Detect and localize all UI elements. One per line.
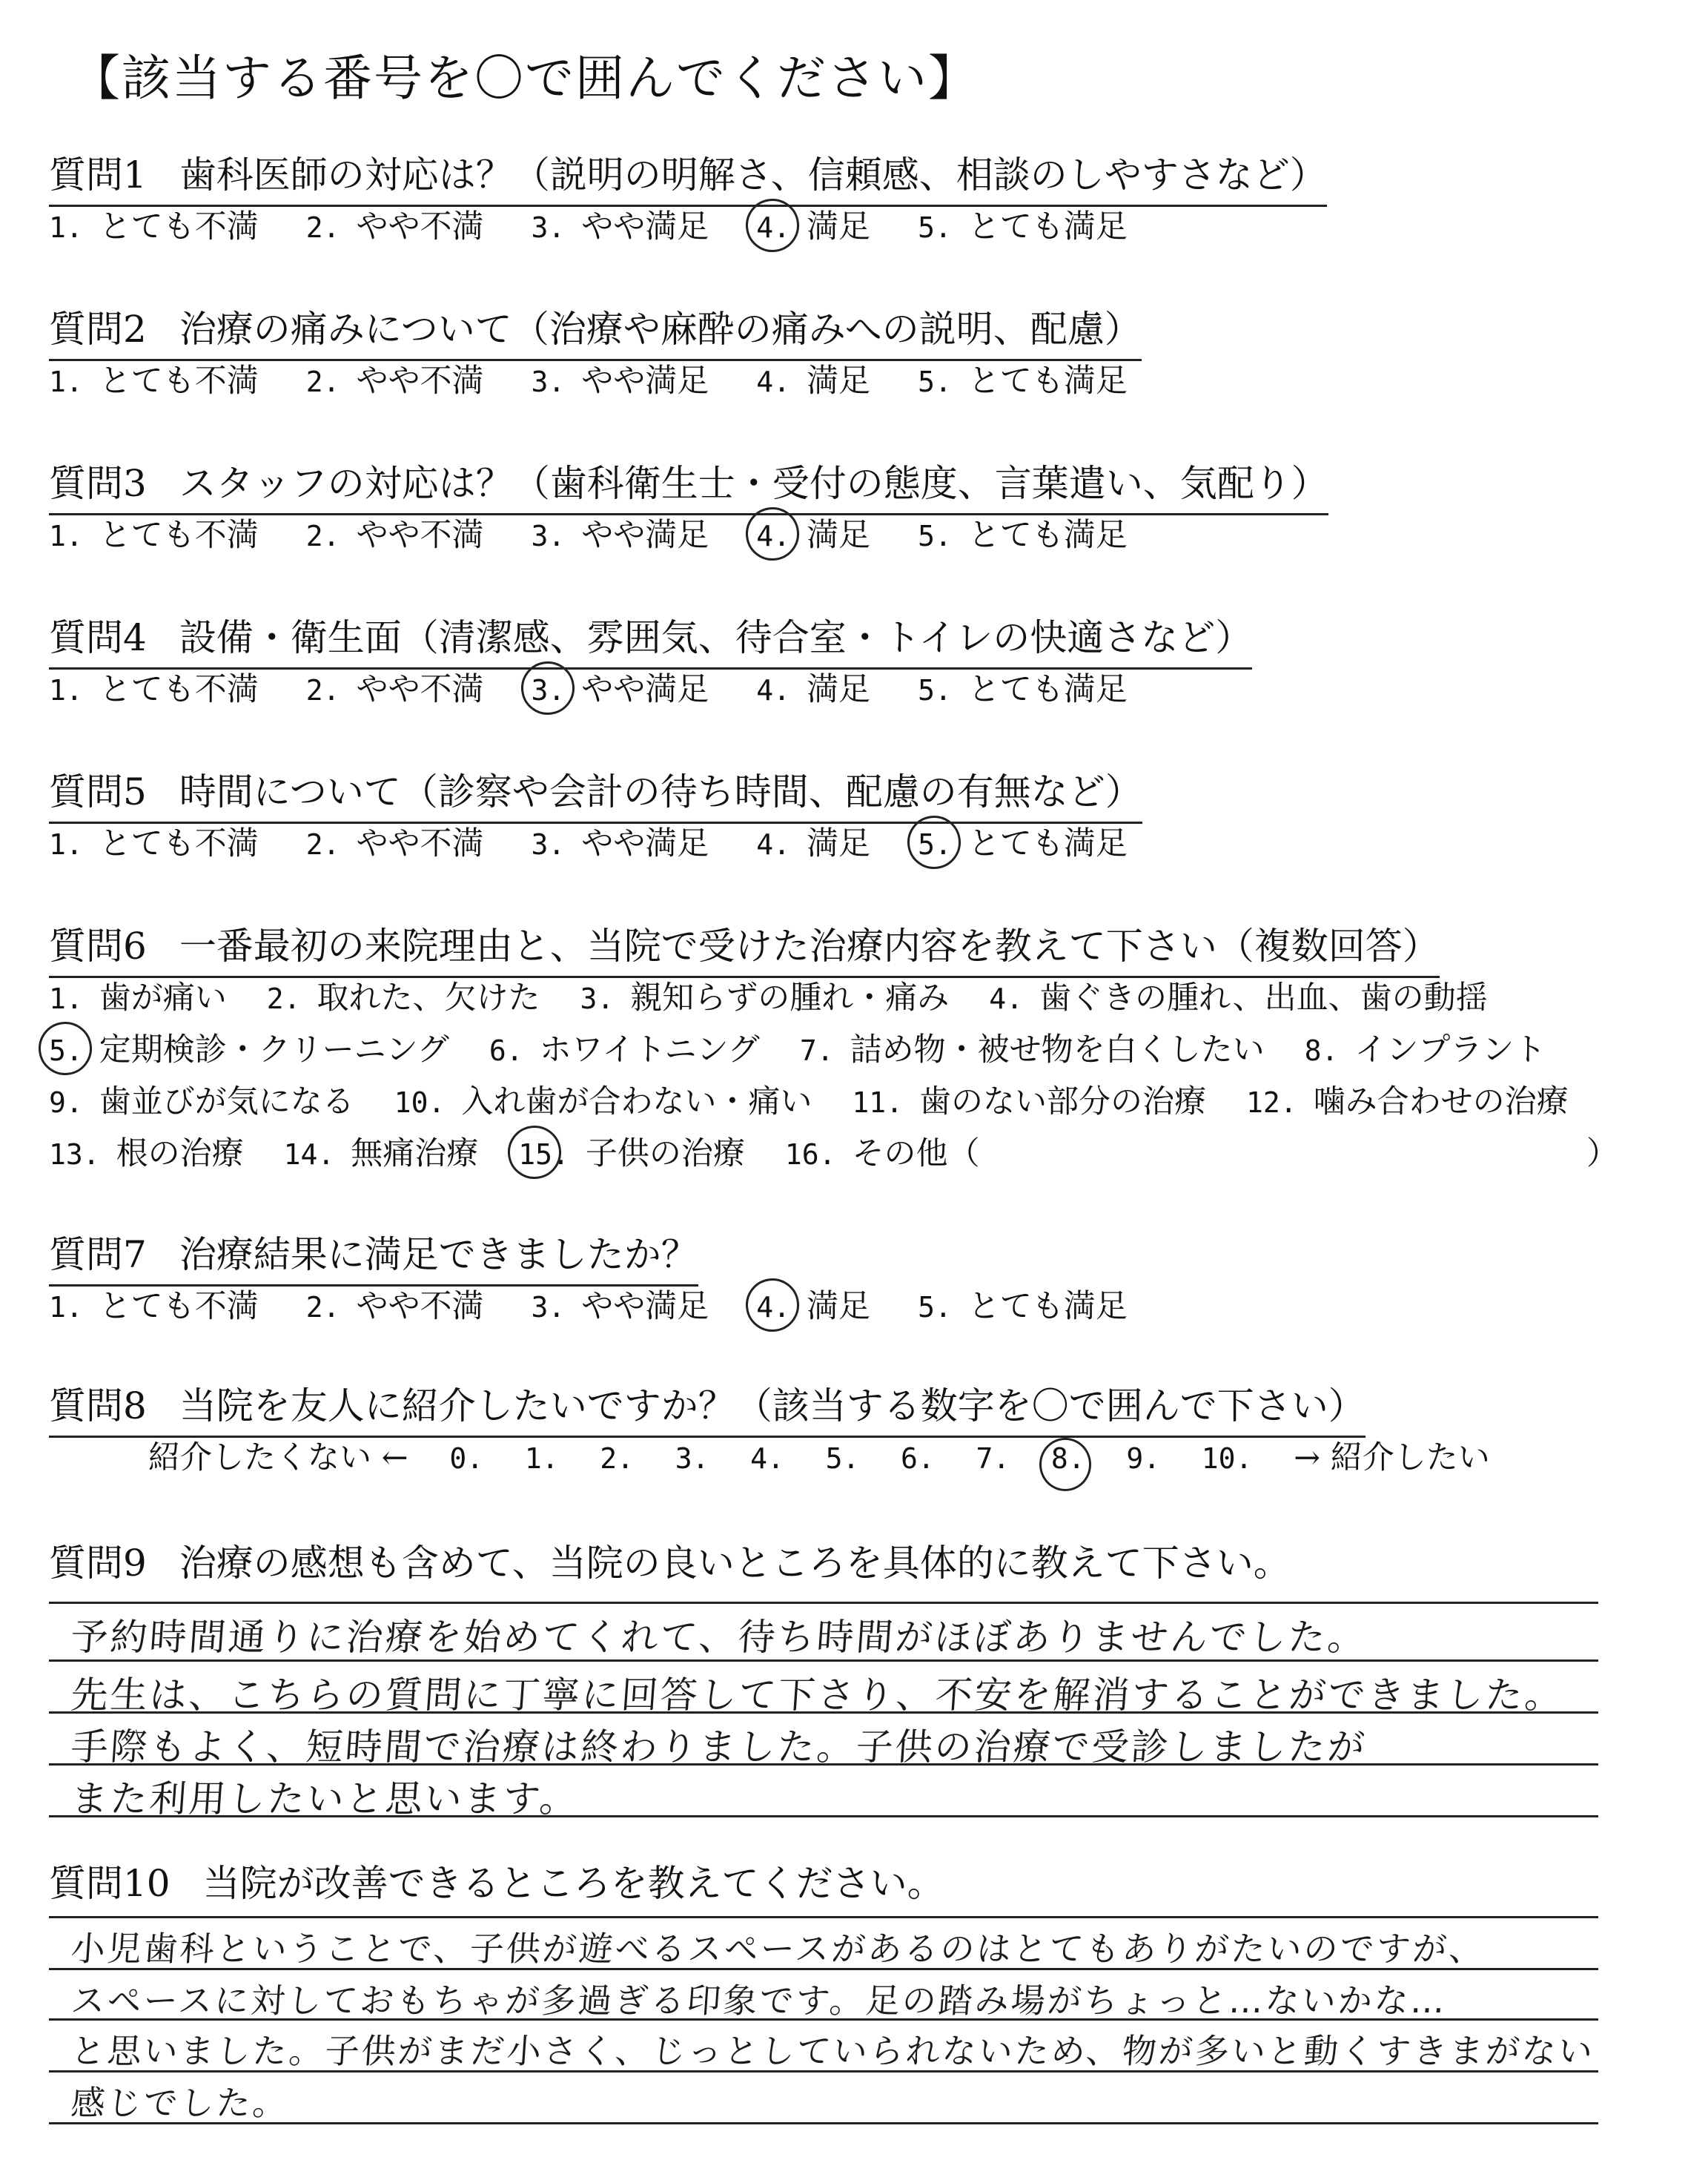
q8-scale-1[interactable]: 1. (524, 1442, 559, 1475)
q6-option-5[interactable]: 5. 定期検診・クリーニング (49, 1025, 449, 1070)
answer-rule (49, 1602, 1598, 1604)
q8-left-label: 紹介したくない ← (148, 1439, 408, 1476)
q7-option-2[interactable]: 2. やや不満 (305, 1288, 484, 1325)
q8-scale-0[interactable]: 0. (449, 1442, 484, 1475)
q5-option-3[interactable]: 3. やや満足 (531, 825, 709, 862)
q10-answer-line-4[interactable]: 感じでした。 (69, 2083, 291, 2123)
q7-option-3[interactable]: 3. やや満足 (531, 1288, 709, 1325)
question-4-title (49, 608, 1252, 670)
question-7-title (49, 1225, 698, 1287)
q6-options-row-2 (49, 1025, 1586, 1070)
answer-rule (49, 1659, 1598, 1662)
question-text: 設備・衛生面（清潔感、雰囲気、待合室・トイレの快適さなど） (179, 616, 1253, 659)
page-title: 【該当する番号を〇で囲んでください】 (71, 50, 979, 107)
q10-answer-line-3[interactable]: と思いました。子供がまだ小さく、じっとしていられないため、物が多いと動くすきまがない (69, 2031, 1596, 2071)
question-number: 質問4 (49, 616, 147, 659)
question-text: 治療の痛みについて（治療や麻酔の痛みへの説明、配慮） (179, 308, 1142, 351)
q8-scale-4[interactable]: 4. (750, 1442, 784, 1475)
q2-option-2[interactable]: 2. やや不満 (305, 363, 484, 400)
q9-answer-line-4[interactable]: また利用したいと思います。 (69, 1777, 580, 1820)
q3-option-4[interactable]: 4. 満足 (756, 510, 870, 555)
q6-option-6[interactable]: 6. ホワイトニング (489, 1031, 760, 1069)
q8-scale-6[interactable]: 6. (901, 1442, 935, 1475)
q7-option-4[interactable]: 4. 満足 (756, 1281, 870, 1327)
q9-answer-line-1[interactable]: 予約時間通りに治療を始めてくれて、待ち時間がほぼありませんでした。 (69, 1616, 1368, 1659)
question-text: スタッフの対応は？（歯科衛生士・受付の態度、言葉遣い、気配り） (179, 462, 1328, 505)
q2-option-5[interactable]: 5. とても満足 (918, 363, 1128, 400)
q4-option-2[interactable]: 2. やや不満 (305, 671, 484, 708)
q6-option-15[interactable]: 15. 子供の治療 (518, 1129, 745, 1174)
question-10-title (49, 1854, 944, 1907)
q1-option-4[interactable]: 4. 満足 (756, 202, 870, 247)
question-1-options (49, 202, 1175, 247)
q7-option-5[interactable]: 5. とても満足 (918, 1288, 1128, 1325)
q5-option-2[interactable]: 2. やや不満 (305, 825, 484, 862)
q2-option-1[interactable]: 1. とても不満 (49, 363, 259, 400)
q9-answer-line-3[interactable]: 手際もよく、短時間で治療は終わりました。子供の治療で受診しましたが (69, 1725, 1368, 1768)
answer-rule (49, 2018, 1598, 2021)
q6-option-1[interactable]: 1. 歯が痛い (49, 980, 227, 1017)
q5-option-1[interactable]: 1. とても不満 (49, 825, 259, 862)
question-number: 質問3 (49, 462, 147, 505)
q4-option-4[interactable]: 4. 満足 (756, 671, 871, 708)
q4-option-5[interactable]: 5. とても満足 (918, 671, 1128, 708)
question-8-title (49, 1376, 1366, 1438)
question-5-options (49, 819, 1175, 864)
q1-option-5[interactable]: 5. とても満足 (918, 208, 1128, 245)
q6-option-3[interactable]: 3. 親知らずの腫れ・痛み (580, 980, 950, 1017)
question-1-title (49, 145, 1327, 207)
question-text: 歯科医師の対応は？（説明の明解さ、信頼感、相談のしやすさなど） (179, 153, 1327, 196)
question-3-title (49, 454, 1328, 515)
q3-option-2[interactable]: 2. やや不満 (305, 517, 484, 554)
question-number: 質問1 (49, 153, 147, 196)
q6-option-16[interactable]: 16. その他（ (784, 1135, 980, 1172)
q6-options-row-3 (49, 1077, 1609, 1122)
q6-option-12[interactable]: 12. 噛み合わせの治療 (1246, 1083, 1569, 1120)
question-3-options (49, 510, 1175, 555)
q9-answer-line-2[interactable]: 先生は、こちらの質問に丁寧に回答して下さり、不安を解消することができました。 (69, 1674, 1566, 1717)
question-4-options (49, 664, 1175, 710)
answer-rule (49, 1711, 1598, 1714)
q6-option-9[interactable]: 9. 歯並びが気になる (49, 1083, 354, 1120)
question-6-title (49, 916, 1440, 978)
question-number: 質問9 (49, 1542, 147, 1585)
answer-rule (49, 1815, 1598, 1817)
q8-scale-9[interactable]: 9. (1126, 1442, 1161, 1475)
question-7-options (49, 1281, 1175, 1327)
question-text: 当院を友人に紹介したいですか？（該当する数字を〇で囲んで下さい） (179, 1384, 1366, 1427)
q8-right-label: → 紹介したい (1294, 1439, 1490, 1476)
answer-rule (49, 1916, 1598, 1918)
question-number: 質問5 (49, 770, 147, 813)
q2-option-3[interactable]: 3. やや満足 (531, 363, 709, 400)
q1-option-3[interactable]: 3. やや満足 (531, 208, 709, 245)
q6-option-13[interactable]: 13. 根の治療 (49, 1135, 244, 1172)
q10-answer-line-2[interactable]: スペースに対しておもちゃが多過ぎる印象です。足の踏み場がちょっと…ないかな… (69, 1981, 1449, 2021)
q3-option-1[interactable]: 1. とても不満 (49, 517, 259, 554)
q6-option-7[interactable]: 7. 詰め物・被せ物を白くしたい (799, 1031, 1265, 1069)
answer-rule (49, 2070, 1598, 2073)
q6-option-11[interactable]: 11. 歯のない部分の治療 (852, 1083, 1207, 1120)
q8-scale-7[interactable]: 7. (976, 1442, 1010, 1475)
question-5-title (49, 762, 1142, 824)
q6-option-10[interactable]: 10. 入れ歯が合わない・痛い (394, 1083, 812, 1120)
answer-rule (49, 1763, 1598, 1766)
q6-options-row-4 (49, 1129, 1020, 1174)
question-number: 質問6 (49, 925, 147, 968)
question-2-options (49, 356, 1175, 401)
q10-answer-line-1[interactable]: 小児歯科ということで、子供が遊べるスペースがあるのはとてもありがたいのですが、 (69, 1929, 1487, 1969)
question-number: 質問8 (49, 1384, 147, 1427)
q1-option-1[interactable]: 1. とても不満 (49, 208, 259, 245)
q5-option-4[interactable]: 4. 満足 (756, 825, 871, 862)
question-number: 質問2 (49, 308, 147, 351)
q3-option-5[interactable]: 5. とても満足 (918, 517, 1128, 554)
q8-scale-8[interactable]: 8. (1050, 1442, 1085, 1475)
q6-other-close-paren: ） (1586, 1135, 1618, 1172)
question-text: 治療の感想も含めて、当院の良いところを具体的に教えて下さい。 (179, 1542, 1291, 1585)
answer-rule (49, 2122, 1598, 2124)
question-text: 治療結果に満足できましたか？ (179, 1233, 698, 1276)
q6-option-2[interactable]: 2. 取れた、欠けた (266, 980, 540, 1017)
q8-scale (148, 1433, 1521, 1478)
q8-scale-2[interactable]: 2. (600, 1442, 635, 1475)
question-text: 時間について（診察や会計の待ち時間、配慮の有無など） (179, 770, 1142, 813)
q4-option-1[interactable]: 1. とても不満 (49, 671, 259, 708)
q8-scale-3[interactable]: 3. (675, 1442, 709, 1475)
q6-option-8[interactable]: 8. インプラント (1304, 1031, 1546, 1069)
q2-option-4[interactable]: 4. 満足 (756, 363, 871, 400)
q8-scale-5[interactable]: 5. (825, 1442, 860, 1475)
q6-option-14[interactable]: 14. 無痛治療 (283, 1135, 479, 1172)
q8-scale-10[interactable]: 10. (1201, 1442, 1253, 1475)
question-9-title (49, 1533, 1291, 1587)
q6-options-row-1 (49, 973, 1528, 1018)
q4-option-3[interactable]: 3. やや満足 (532, 664, 709, 710)
q1-option-2[interactable]: 2. やや不満 (305, 208, 484, 245)
question-text: 当院が改善できるところを教えてください。 (202, 1862, 944, 1905)
question-2-title (49, 300, 1142, 361)
question-text: 一番最初の来院理由と、当院で受けた治療内容を教えて下さい（複数回答） (179, 925, 1440, 968)
q7-option-1[interactable]: 1. とても不満 (49, 1288, 259, 1325)
question-number: 質問10 (49, 1862, 171, 1905)
answer-rule (49, 1968, 1598, 1970)
q3-option-3[interactable]: 3. やや満足 (531, 517, 709, 554)
q5-option-5[interactable]: 5. とても満足 (918, 819, 1128, 864)
q6-option-4[interactable]: 4. 歯ぐきの腫れ、出血、歯の動揺 (989, 980, 1488, 1017)
question-number: 質問7 (49, 1233, 147, 1276)
